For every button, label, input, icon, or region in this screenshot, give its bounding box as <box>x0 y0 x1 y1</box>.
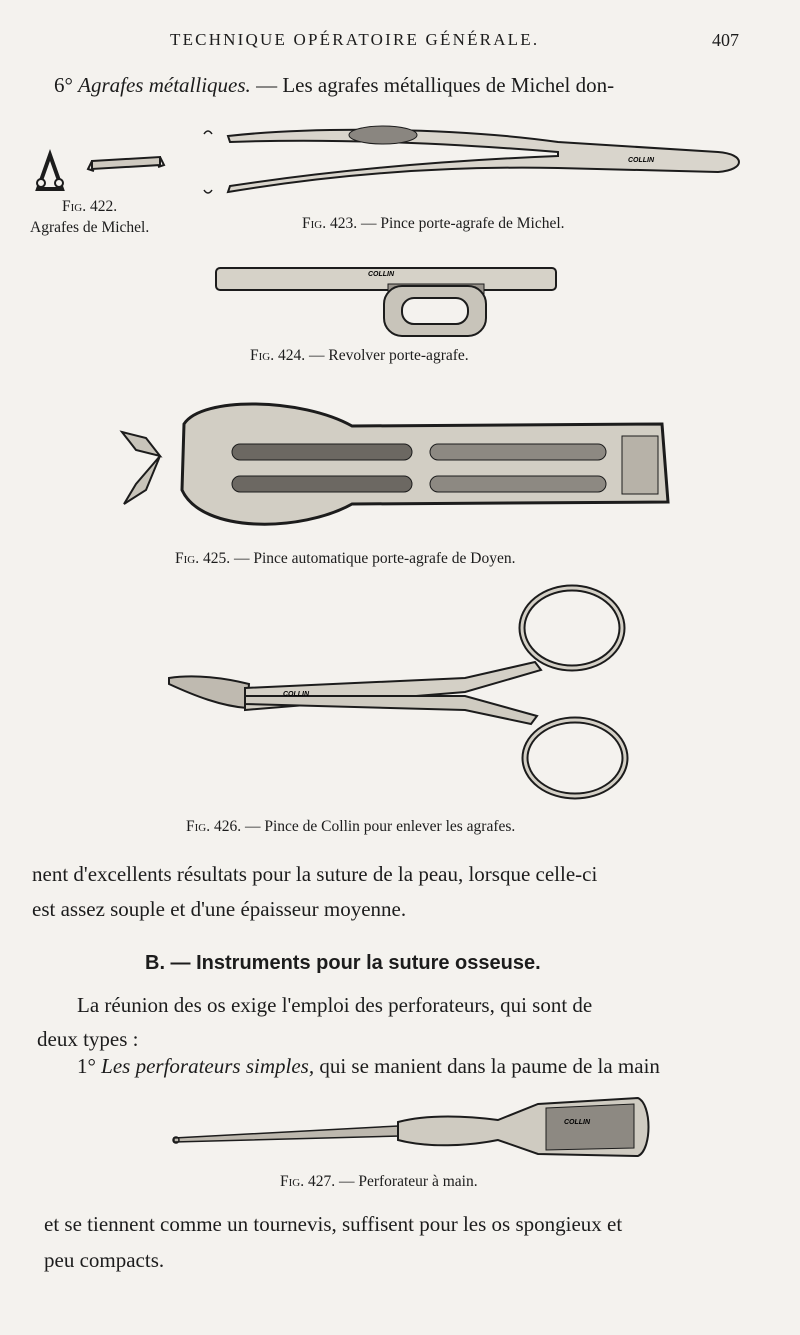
fig-427-hand-perforator-illustration <box>168 1090 648 1162</box>
fig-422-number: Fig. 422. <box>62 198 118 215</box>
fig-425-automatic-forceps-illustration <box>112 392 672 542</box>
fig-425-caption: Fig. 425. — Pince automatique porte-agrafe de Doyen. <box>175 550 516 567</box>
fig-423-caption: Fig. 423. — Pince porte-agrafe de Michel. <box>302 215 565 232</box>
fig-426-caption: Fig. 426. — Pince de Collin pour enlever les agrafes. <box>186 818 516 835</box>
running-title: TECHNIQUE OPÉRATOIRE GÉNÉRALE. <box>170 30 540 49</box>
list-item-1 <box>77 1054 660 1079</box>
fig-424-revolver-illustration <box>212 262 562 342</box>
page-number: 407 <box>712 30 739 50</box>
fig-423-forceps-illustration <box>198 118 748 204</box>
fig-426-collin-mark: COLLIN <box>283 691 310 698</box>
fig-427-caption: Fig. 427. — Perforateur à main. <box>280 1173 478 1190</box>
fig-426-scissor-forceps-illustration <box>165 584 635 806</box>
fig-422-staples-illustration <box>28 145 168 197</box>
section-text: — Les agrafes métalliques de Michel don- <box>256 73 615 97</box>
paragraph-line-1: La réunion des os exige l'emploi des perforateurs, qui sont de <box>77 993 593 1017</box>
list-item-number: 1° <box>77 1054 96 1078</box>
continuation-line-2: est assez souple et d'une épaisseur moyenne. <box>32 897 407 921</box>
section-number: 6° <box>54 73 73 97</box>
continuation-line-1: nent d'excellents résultats pour la suture de la peau, lorsque celle-ci <box>32 862 598 886</box>
fig-424-collin-mark: COLLIN <box>368 271 395 278</box>
section-6-line <box>54 73 614 98</box>
fig-423-collin-mark: COLLIN <box>628 157 655 164</box>
list-item-text: qui se manient dans la paume de la main <box>319 1054 660 1078</box>
section-heading-b: B. — Instruments pour la suture osseuse. <box>145 952 541 974</box>
fig-427-collin-mark: COLLIN <box>564 1119 591 1126</box>
paragraph-line-2: deux types : <box>37 1027 139 1051</box>
list-item-term: Les perforateurs simples, <box>101 1054 315 1078</box>
paragraph-line-3: et se tiennent comme un tournevis, suffisent pour les os spongieux et <box>44 1212 623 1236</box>
fig-424-caption: Fig. 424. — Revolver porte-agrafe. <box>250 347 469 364</box>
section-title: Agrafes métalliques. <box>78 73 251 97</box>
paragraph-line-4: peu compacts. <box>44 1248 165 1272</box>
running-head <box>0 30 800 54</box>
fig-422-caption: Agrafes de Michel. <box>30 219 150 236</box>
